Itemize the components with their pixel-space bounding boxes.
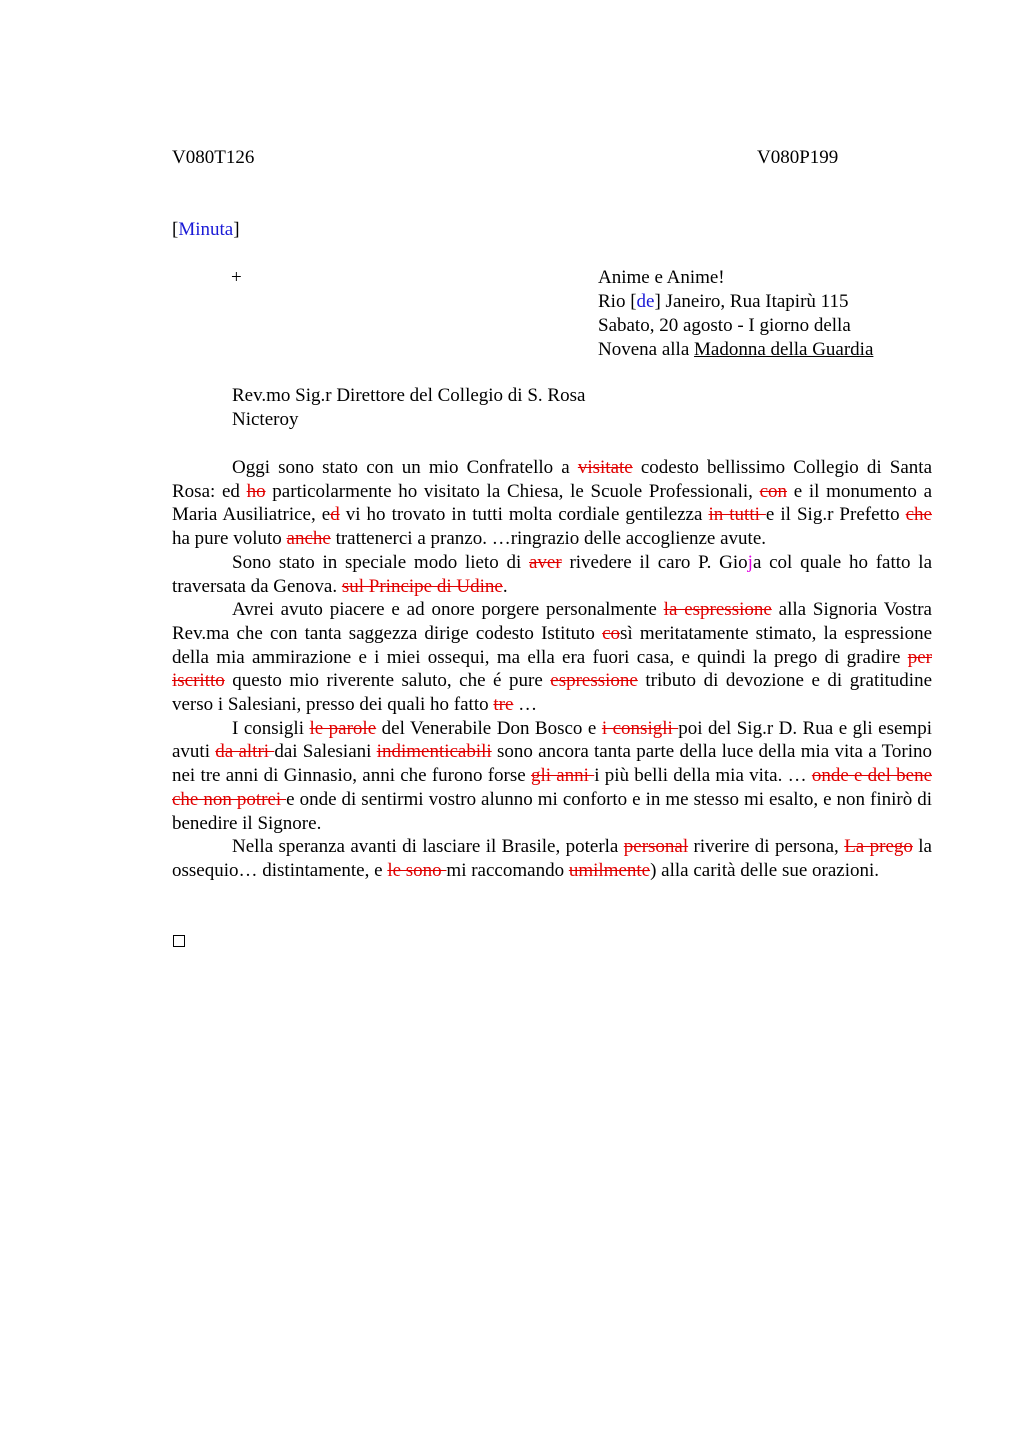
text-segment: vi ho trovato in tutti molta cordiale gentilezza <box>339 504 709 526</box>
deleted-text: espressione <box>550 670 638 692</box>
end-marker-box <box>173 935 185 947</box>
deleted-text: le sono <box>387 859 447 881</box>
document-reference-left: V080T126 <box>172 147 255 168</box>
body-paragraph <box>172 598 932 717</box>
text-segment: Avrei avuto piacere e ad onore porgere personalmente <box>232 599 664 621</box>
recipient-place: Nicteroy <box>232 409 299 430</box>
deleted-text: umilmente <box>568 859 651 881</box>
dateline-place-a: Rio [ <box>598 291 637 312</box>
text-segment: questo mio riverente saluto, che é pure <box>224 670 551 692</box>
dateline-block <box>598 266 873 362</box>
text-segment: mi raccomando <box>446 859 569 881</box>
deleted-text: La prego <box>844 836 913 858</box>
text-segment: poi del Sig.r D. Rua e gli esempi avuti <box>172 717 932 763</box>
deleted-text: con <box>759 480 788 502</box>
text-segment: la ossequio… distintamente, e <box>172 836 932 881</box>
deleted-text: anche <box>286 528 331 550</box>
text-segment: particolarmente ho visitato la Chiesa, le Scuole Professionali, <box>265 480 760 502</box>
body-paragraph <box>172 717 932 836</box>
dateline-date: Sabato, 20 agosto - I giorno della <box>598 315 851 336</box>
deleted-text: da altri <box>215 741 275 763</box>
text-segment: . <box>502 575 508 597</box>
text-segment: I consigli <box>232 717 310 739</box>
text-segment: e il monumento a Maria Ausiliatrice, e <box>172 480 933 526</box>
dateline-motto: Anime e Anime! <box>598 267 725 288</box>
bracket-open: [ <box>172 219 179 240</box>
text-segment: tributo di devozione e di gratitudine verso i Salesiani, presso dei quali ho fatto <box>172 670 933 716</box>
text-segment: sono ancora tanta parte della luce della mia vita a Torino nei tre anni di Ginnasio, anni che furono forse <box>172 741 932 787</box>
text-segment: e il Sig.r Prefetto <box>765 504 906 526</box>
text-segment: trattenerci a pranzo. …ringrazio delle accoglienze avute. <box>330 528 767 550</box>
text-segment: alla Signoria Vostra Rev.ma che con tanta saggezza dirige codesto Istituto <box>172 599 932 644</box>
deleted-text: in tutti <box>708 504 766 526</box>
text-segment: sì meritatamente stimato, la espressione della mia ammirazione e i miei ossequi, ma ella era fuori casa, e quindi la prego di gradire <box>172 622 932 668</box>
body-paragraph <box>172 456 932 551</box>
deleted-text: gli anni <box>530 765 595 787</box>
deleted-text: d <box>330 504 340 526</box>
text-segment: Sono stato in speciale modo lieto di <box>232 551 529 573</box>
text-segment: i più belli della mia vita. … <box>594 765 812 787</box>
deleted-text: co <box>602 622 621 644</box>
deleted-text: ho <box>246 480 266 502</box>
dateline-editorial-insert: de <box>636 291 655 312</box>
dateline-novena-a: Novena alla <box>598 339 695 360</box>
deleted-text: onde e del bene che non potrei <box>172 765 932 810</box>
text-segment: … <box>513 694 538 716</box>
deleted-text: personal <box>623 836 689 858</box>
draft-label <box>172 218 240 242</box>
dateline-place <box>598 290 873 314</box>
text-segment: del Venerabile Don Bosco e <box>376 717 602 739</box>
dateline-place-b: ] Janeiro, Rua Itapirù 115 <box>654 291 849 312</box>
deleted-text: sul Principe di Udine <box>341 575 503 597</box>
deleted-text: la espressione <box>663 599 772 621</box>
letter-body <box>172 456 932 883</box>
text-segment: a col quale ho fatto la traversata da Genova. <box>172 551 933 597</box>
recipient-title: Rev.mo Sig.r Direttore del Collegio di S. Rosa <box>232 385 586 406</box>
corrected-letter: j <box>747 551 753 573</box>
text-segment: Oggi sono stato con un mio Confratello a <box>232 457 578 478</box>
deleted-text: indimenticabili <box>376 741 492 763</box>
text-segment: ) alla carità delle sue orazioni. <box>650 859 880 881</box>
bracket-close: ] <box>233 219 240 240</box>
deleted-text: tre <box>493 694 514 716</box>
body-paragraph <box>172 835 932 882</box>
deleted-text: le parole <box>309 717 377 739</box>
text-segment: e onde di sentirmi vostro alunno mi conforto e in me stesso mi esalto, e non finirò di benedire il Signore. <box>172 788 932 834</box>
deleted-text: i consigli <box>601 717 679 739</box>
deleted-text: aver <box>529 551 562 573</box>
text-segment: dai Salesiani <box>274 741 377 763</box>
deleted-text: per iscritto <box>172 646 932 692</box>
text-segment: codesto bellissimo Collegio di Santa Rosa: ed <box>172 457 933 502</box>
dateline-novena-title: Madonna della Guardia <box>694 339 874 360</box>
deleted-text: visitate <box>577 457 633 478</box>
text-segment: ha pure voluto <box>172 528 287 550</box>
cross-symbol: + <box>231 267 242 288</box>
dateline-novena <box>598 338 873 362</box>
deleted-text: che <box>905 504 932 526</box>
text-segment: rivedere il caro P. Gio <box>561 551 748 573</box>
text-segment: Nella speranza avanti di lasciare il Brasile, poterla <box>232 836 624 858</box>
recipient-block <box>232 384 585 432</box>
text-segment: riverire di persona, <box>688 836 845 858</box>
editorial-note: Minuta <box>178 219 234 240</box>
document-reference-right: V080P199 <box>757 147 839 168</box>
body-paragraph <box>172 551 932 598</box>
